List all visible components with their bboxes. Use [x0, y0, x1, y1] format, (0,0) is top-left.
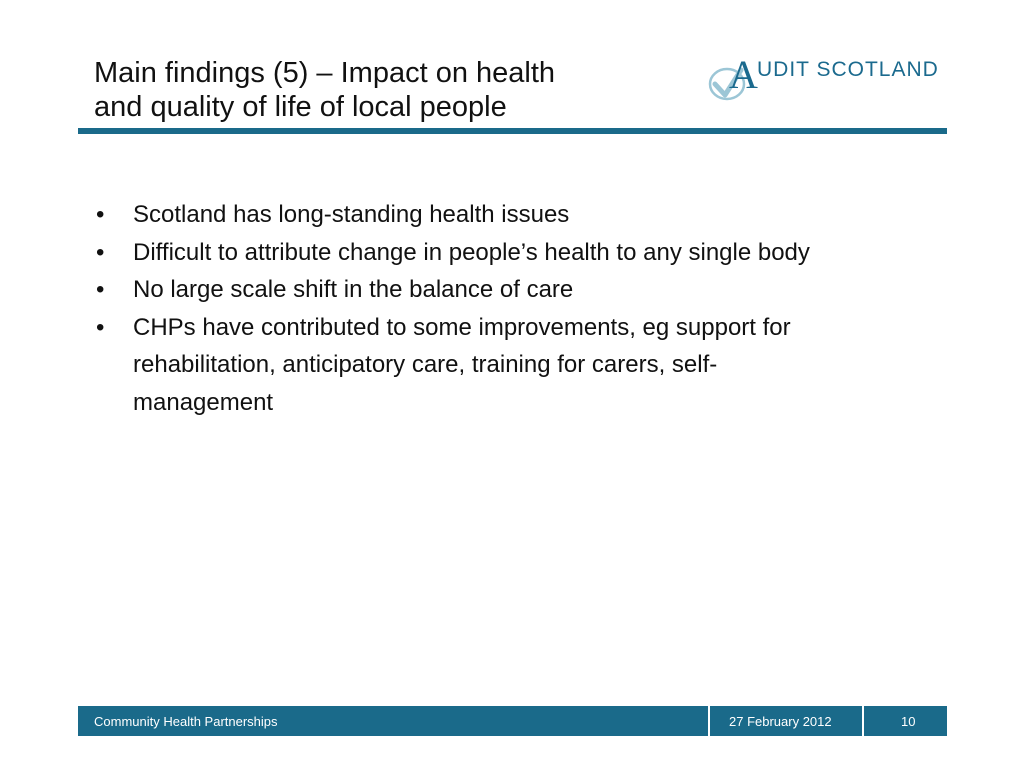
- bullet-text: No large scale shift in the balance of care: [133, 276, 574, 303]
- slide-title-line-1: Main findings (5) – Impact on health: [94, 57, 556, 89]
- slide-footer: [78, 706, 947, 736]
- bullet-text: Scotland has long-standing health issues: [133, 201, 570, 228]
- bullet-text: Difficult to attribute change in people’s health to any single body: [133, 238, 810, 266]
- bullet-marker: •: [96, 238, 105, 266]
- slide-title: [94, 56, 694, 124]
- bullet-marker: •: [96, 276, 105, 303]
- slide-title-line-2: and quality of life of local people: [94, 91, 507, 123]
- bullet-item: [96, 309, 836, 422]
- logo-wordmark: UDIT SCOTLAND: [757, 58, 939, 81]
- footer-divider: [862, 706, 864, 736]
- bullet-list: [96, 196, 836, 421]
- footer-title: Community Health Partnerships: [94, 714, 278, 729]
- bullet-marker: •: [96, 201, 105, 228]
- bullet-item: [96, 271, 836, 309]
- bullet-marker: •: [96, 313, 105, 341]
- footer-date: 27 February 2012: [729, 714, 832, 729]
- footer-page-number: 10: [901, 714, 916, 729]
- bullet-item: [96, 234, 836, 272]
- logo-letter-a: A: [729, 52, 758, 97]
- title-underline: [78, 128, 947, 134]
- bullet-text: CHPs have contributed to some improvements, eg support for rehabilitation, anticipatory care, training for carers, self-management: [133, 313, 791, 416]
- logo-check-icon: [705, 48, 765, 110]
- footer-divider: [708, 706, 710, 736]
- bullet-item: [96, 196, 836, 234]
- audit-scotland-logo: [705, 48, 950, 110]
